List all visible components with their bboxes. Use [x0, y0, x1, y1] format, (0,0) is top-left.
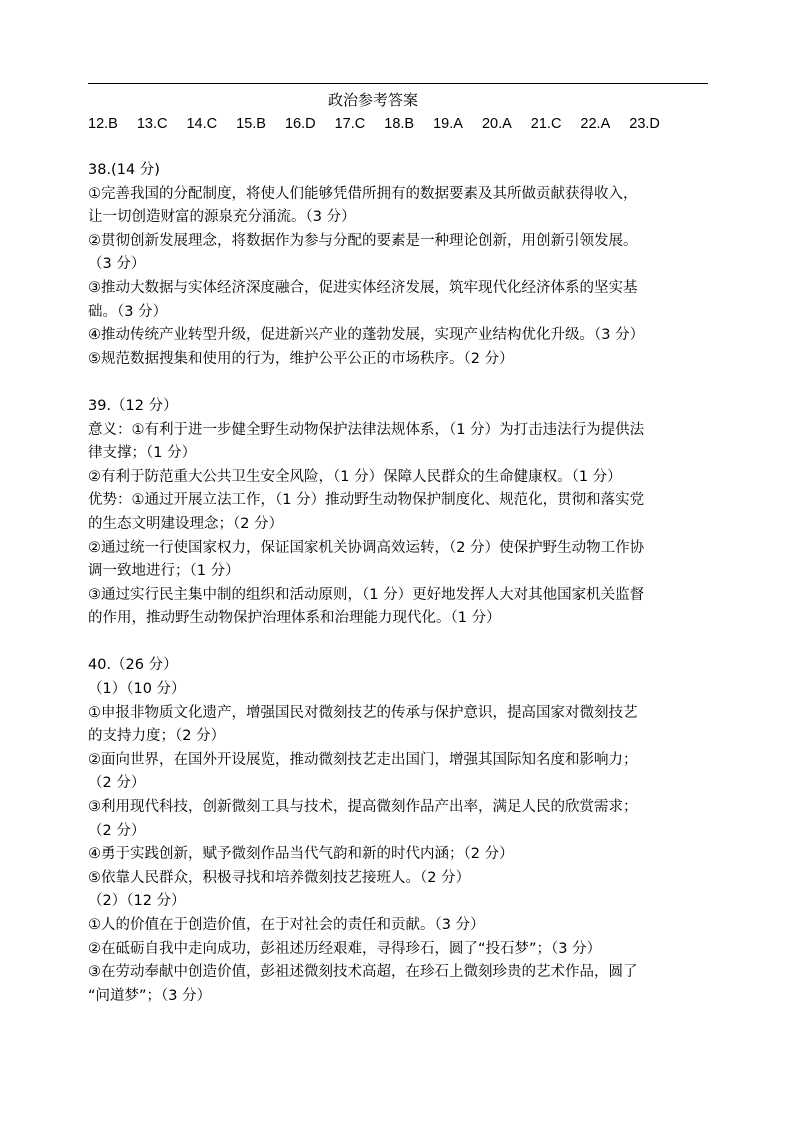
answer-line: （1）（10 分） [88, 681, 186, 698]
answer-line: ④勇于实践创新，赋予微刻作品当代气韵和新的时代内涵；（2 分） [88, 846, 514, 863]
mc-answer: 15.B [236, 116, 266, 132]
mc-answer: 13.C [136, 116, 168, 132]
answer-line: ②在砥砺自我中走向成功，彭祖述历经艰难，寻得珍石，圆了“投石梦”；（3 分） [88, 940, 602, 957]
answer-line: ⑤依靠人民群众，积极寻找和培养微刻技艺接班人。（2 分） [88, 869, 471, 886]
answer-line: ①申报非物质文化遗产，增强国民对微刻技艺的传承与保护意识，提高国家对微刻技艺 [88, 704, 638, 721]
mc-answer: 14.C [186, 116, 218, 132]
answer-line: 让一切创造财富的源泉充分涌流。（3 分） [88, 209, 356, 226]
answer-line: 的生态文明建设理念；（2 分） [88, 515, 284, 532]
mc-answer: 16.D [284, 116, 316, 132]
answer-line: “问道梦”；（3 分） [88, 987, 212, 1004]
answer-line: ③在劳动奉献中创造价值，彭祖述微刻技术高超，在珍石上微刻珍贵的艺术作品，圆了 [88, 964, 638, 981]
page-title: 政治参考答案 [328, 91, 419, 109]
section-gap [88, 631, 708, 655]
mc-answer: 20.A [481, 116, 512, 132]
answer-line: （2 分） [88, 775, 146, 792]
answer-line: ①人的价值在于创造价值，在于对社会的责任和贡献。（3 分） [88, 917, 485, 933]
answer-line: 优势：①通过开展立法工作，（1 分）推动野生动物保护制度化、规范化，贯彻和落实党 [88, 492, 645, 509]
mc-answer: 18.B [384, 116, 415, 132]
answer-line: ③通过实行民主集中制的组织和活动原则，（1 分）更好地发挥人大对其他国家机关监督 [88, 586, 645, 603]
answer-content [88, 159, 708, 1008]
question-39-heading: 39.（12 分） [88, 397, 178, 414]
answer-line: 的支持力度；（2 分） [88, 728, 226, 745]
question-39 [88, 395, 708, 631]
mc-answer: 23.D [629, 116, 660, 132]
answer-line: 意义：①有利于进一步健全野生动物保护法律法规体系，（1 分）为打击违法行为提供法 [88, 421, 645, 438]
mc-answer: 17.C [334, 116, 366, 132]
answer-line: ④推动传统产业转型升级，促进新兴产业的蓬勃发展，实现产业结构优化升级。（3 分） [88, 327, 645, 344]
multiple-choice-answers [88, 113, 679, 135]
answer-line: ③推动大数据与实体经济深度融合，促进实体经济发展，筑牢现代化经济体系的坚实基 [88, 279, 638, 296]
question-40 [88, 654, 708, 1008]
answer-line: 调一致地进行；（1 分） [88, 563, 240, 580]
answer-line: 础。（3 分） [88, 303, 168, 320]
answer-line: 律支撑；（1 分） [88, 445, 197, 462]
answer-line: ②通过统一行使国家权力，保证国家机关协调高效运转，（2 分）使保护野生动物工作协 [88, 539, 645, 556]
mc-answer: 19.A [433, 116, 463, 132]
header-rule [88, 83, 708, 84]
answer-line: （2 分） [88, 822, 146, 839]
answer-line: （2）（12 分） [88, 893, 186, 910]
answer-line: 的作用，推动野生动物保护治理体系和治理能力现代化。（1 分） [88, 610, 501, 627]
mc-answer: 21.C [530, 116, 562, 132]
question-38 [88, 159, 708, 371]
answer-line: ②有利于防范重大公共卫生安全风险，（1 分）保障人民群众的生命健康权。（1 分） [88, 468, 622, 485]
answer-line: ③利用现代科技，创新微刻工具与技术，提高微刻作品产出率，满足人民的欣赏需求； [88, 799, 638, 816]
answer-line: ①完善我国的分配制度，将使人们能够凭借所拥有的数据要素及其所做贡献获得收入， [88, 185, 638, 202]
question-40-heading: 40.（26 分） [88, 657, 178, 674]
mc-answer: 22.A [580, 116, 611, 132]
question-38-heading: 38.(14 分) [88, 162, 160, 178]
answer-line: ⑤规范数据搜集和使用的行为，维护公平公正的市场秩序。（2 分） [88, 350, 514, 367]
mc-answer: 12.B [88, 116, 118, 132]
answer-line: ②面向世界，在国外开设展览，推动微刻技艺走出国门，增强其国际知名度和影响力； [88, 751, 638, 768]
answer-line: ②贯彻创新发展理念，将数据作为参与分配的要素是一种理论创新，用创新引领发展。 [88, 232, 638, 249]
answer-line: （3 分） [88, 256, 146, 273]
section-gap [88, 371, 708, 395]
